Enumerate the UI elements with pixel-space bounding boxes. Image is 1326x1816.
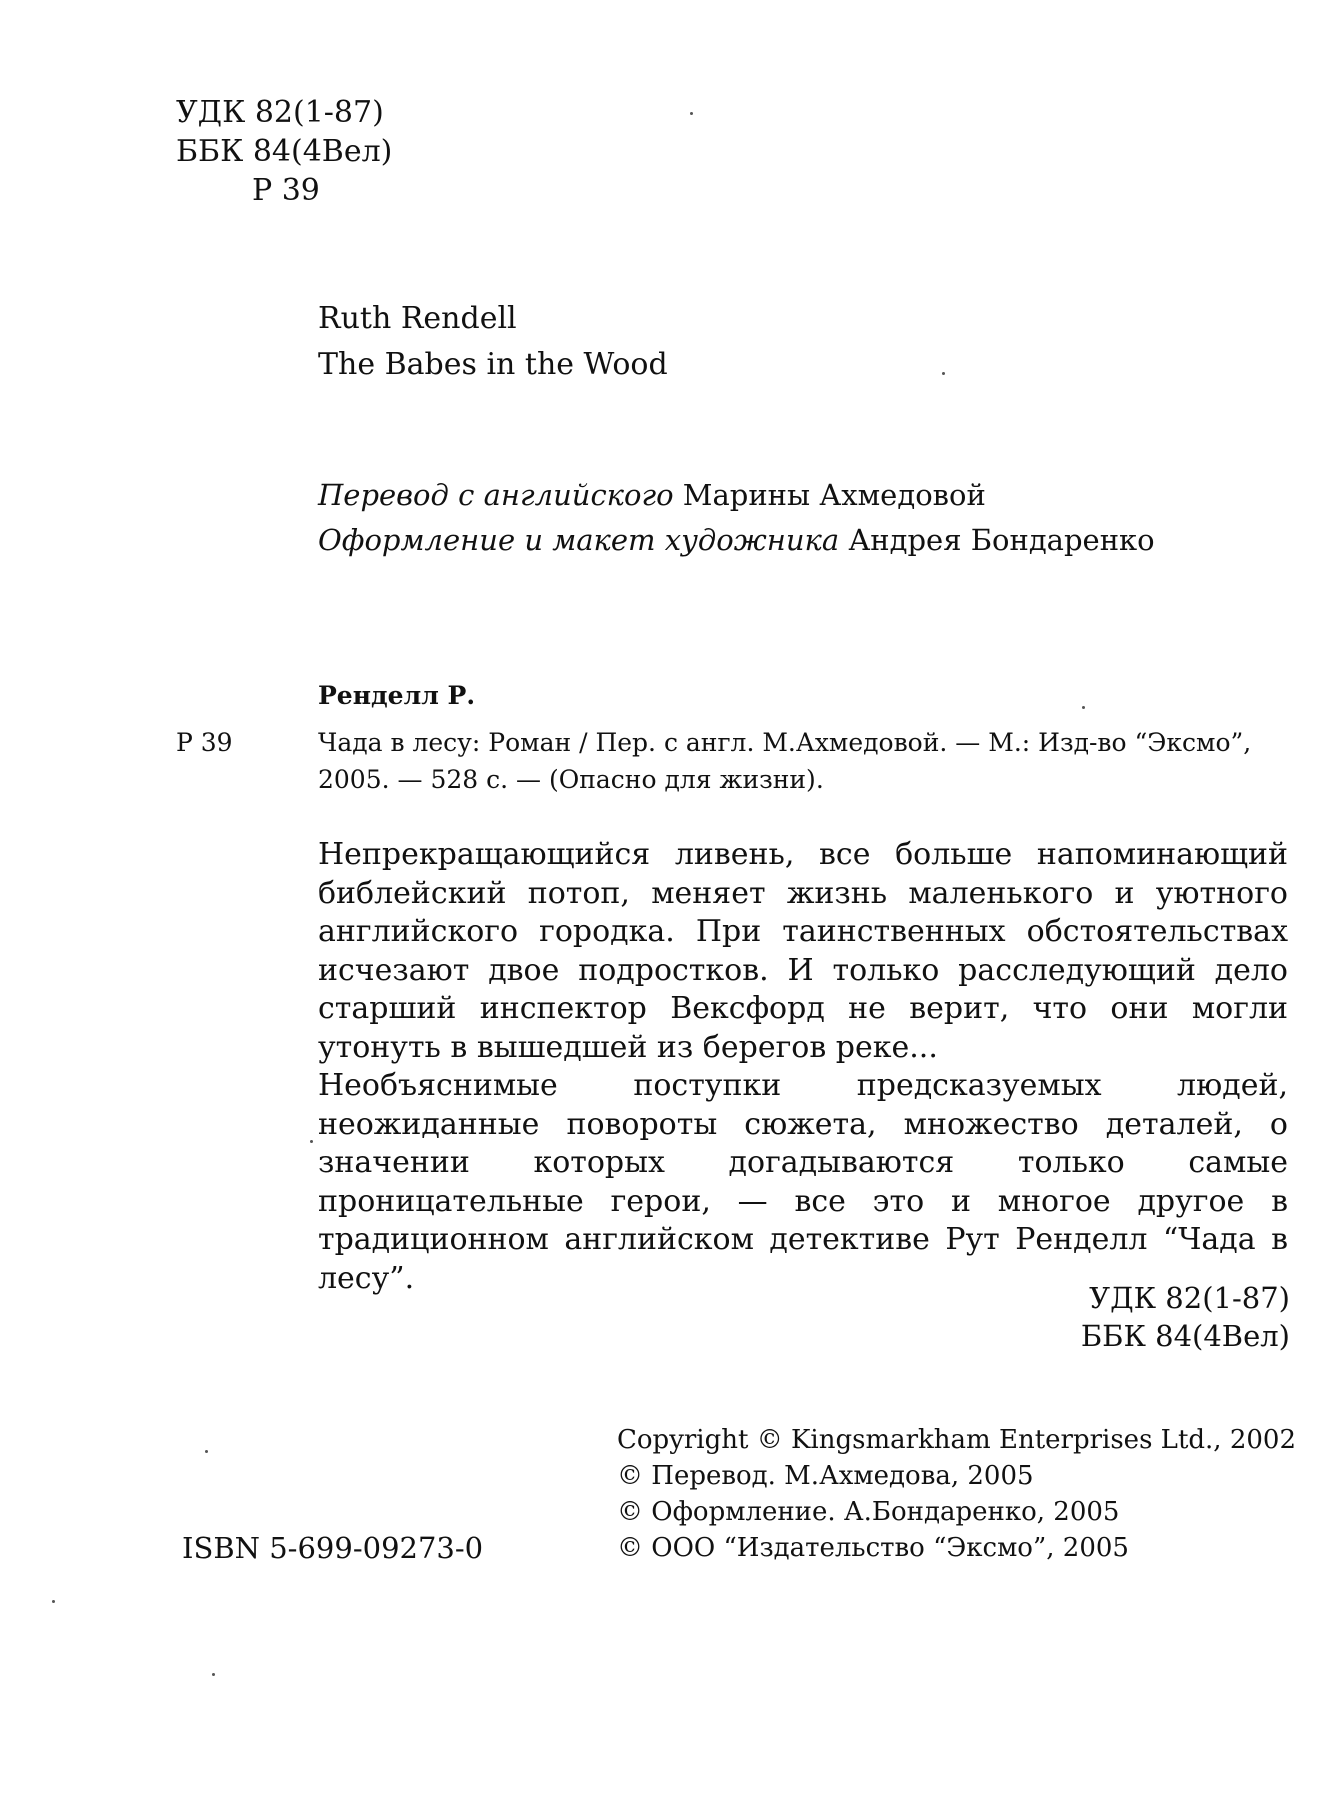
bibliographic-line-1: Чада в лесу: Роман / Пер. с англ. М.Ахмедовой. — М.: Изд-во “Эксмо”, [318, 728, 1252, 757]
bbk-code-top: ББК 84(4Вел) [176, 134, 393, 169]
scan-speck [212, 1673, 215, 1676]
scan-speck [942, 372, 945, 375]
scan-speck [1082, 706, 1085, 709]
annotation-paragraph-2: Необъяснимые поступки предсказуемых людей, неожиданные повороты сюжета, множество деталей, о значении которых догадываются только самые проницательные герои, — все это и многое другое в традиционном английском детективе Рут Ренделл “Чада в лесу”. [318, 1068, 1288, 1296]
bibliographic-line-2: 2005. — 528 с. — (Опасно для жизни). [318, 765, 824, 794]
author-mark-top: Р 39 [252, 173, 320, 208]
copyright-line-1: Copyright © Kingsmarkham Enterprises Ltd., 2002 [617, 1425, 1296, 1455]
copyright-line-4: © ООО “Издательство “Эксмо”, 2005 [617, 1533, 1129, 1563]
translation-label: Перевод с английского [318, 478, 674, 512]
design-label: Оформление и макет художника [318, 523, 840, 557]
designer-name: Андрея Бондаренко [848, 523, 1155, 557]
bibliographic-author-heading: Ренделл Р. [318, 681, 476, 710]
scan-speck [690, 112, 693, 115]
scan-speck [52, 1600, 55, 1603]
bbk-code-bottom: ББК 84(4Вел) [1080, 1319, 1290, 1353]
translation-credit [318, 473, 986, 518]
annotation [318, 836, 1288, 1298]
original-title: The Babes in the Wood [318, 347, 668, 382]
bibliographic-author-mark: Р 39 [176, 728, 233, 757]
design-credit [318, 518, 1155, 563]
annotation-paragraph-1: Непрекращающийся ливень, все больше напоминающий библейский потоп, меняет жизнь маленького и уютного английского городка. При таинственных обстоятельствах исчезают двое подростков. И только расследующий дело старший инспектор Вексфорд не верит, что они могли утонуть в вышедшей из берегов реке... [318, 837, 1288, 1065]
copyright-line-2: © Перевод. М.Ахмедова, 2005 [617, 1461, 1034, 1491]
udk-code-bottom: УДК 82(1-87) [1089, 1281, 1290, 1315]
scan-speck [205, 1450, 208, 1453]
original-author: Ruth Rendell [318, 301, 517, 336]
scan-speck [310, 1140, 313, 1143]
translator-name: Марины Ахмедовой [682, 478, 986, 512]
udk-code-top: УДК 82(1-87) [176, 95, 384, 130]
isbn: ISBN 5-699-09273-0 [182, 1531, 484, 1565]
copyright-line-3: © Оформление. А.Бондаренко, 2005 [617, 1497, 1120, 1527]
